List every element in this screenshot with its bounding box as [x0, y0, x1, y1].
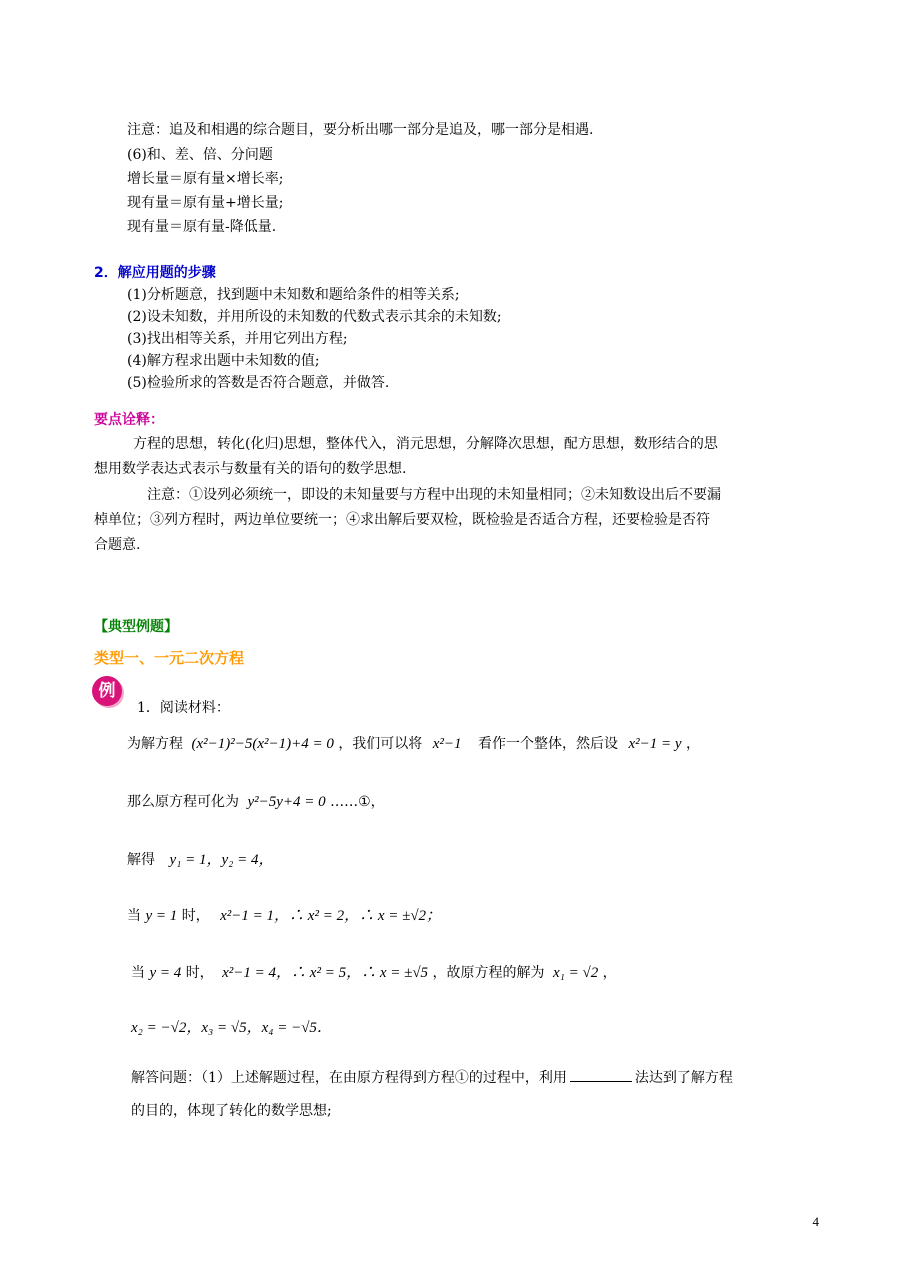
text-segment: 那么原方程可化为: [127, 794, 239, 810]
equation: x₂ = −√2，x₃ = √5，x₄ = −√5．: [131, 1020, 332, 1036]
equation: y = 4: [149, 965, 182, 981]
text-segment: 时，: [185, 965, 214, 981]
equation: y = 1: [145, 908, 178, 924]
equation: x²−1 = 4，∴ x² = 5，∴ x = ±√5: [222, 965, 429, 981]
text-segment: ，故原方程的解为: [432, 965, 545, 981]
equation: x₁ = √2: [552, 965, 599, 981]
text-segment: ……①，: [330, 794, 385, 810]
text-segment: ，: [602, 965, 617, 981]
text-segment: ，我们可以将: [338, 736, 423, 752]
step-item: (2)设未知数，并用所设的未知数的代数式表示其余的未知数;: [127, 309, 502, 325]
key-points-text: 棹单位；③列方程时，两边单位要统一；④求出解后要双检，既检验是否适合方程，还要检验是否符: [94, 512, 710, 528]
material-line-6: [131, 1018, 332, 1038]
text-segment: 时，: [181, 908, 210, 924]
text-segment: 解得: [127, 852, 155, 868]
key-points-text: 方程的思想，转化(化归)思想，整体代入，消元思想，分解降次思想，配方思想，数形结合的思: [133, 436, 718, 452]
note-line: 注意：追及和相遇的综合题目，要分析出哪一部分是追及，哪一部分是相遇.: [127, 122, 594, 138]
equation: x²−1 = 1，∴ x² = 2，∴ x = ±√2；: [220, 908, 442, 924]
key-points-text: 合题意.: [94, 537, 141, 553]
text-segment: 解答问题：（1）上述解题过程，在由原方程得到方程①的过程中，利用: [131, 1070, 567, 1086]
material-line-2: [127, 792, 385, 812]
answer-blank[interactable]: [570, 1067, 632, 1082]
answer-line-2: 的目的，体现了转化的数学思想;: [131, 1103, 332, 1119]
equation: (x²−1)²−5(x²−1)+4 = 0: [191, 736, 334, 752]
formula-line: 现有量＝原有量-降低量.: [127, 219, 277, 235]
equation: x²−1: [432, 736, 462, 752]
question-title: 1．阅读材料：: [137, 700, 230, 716]
material-line-4: [127, 906, 441, 926]
step-item: (1)分析题意，找到题中未知数和题给条件的相等关系;: [127, 287, 460, 303]
formula-line: 现有量＝原有量+增长量;: [127, 195, 284, 211]
key-points-text: 注意：①设列必须统一，即设的未知量要与方程中出现的未知量相同；②未知数设出后不要漏: [147, 487, 721, 503]
heading-6: (6)和、差、倍、分问题: [127, 147, 273, 163]
text-segment: 法达到了解方程: [634, 1070, 733, 1086]
key-points-heading: 要点诠释：: [94, 412, 164, 428]
text-segment: 当: [127, 908, 141, 924]
material-line-5: [131, 963, 617, 983]
examples-heading: 【典型例题】: [94, 619, 178, 635]
key-points-text: 想用数学表达式表示与数量有关的语句的数学思想.: [94, 461, 407, 477]
section-heading: 2．解应用题的步骤: [94, 265, 216, 281]
equation: y²−5y+4 = 0: [247, 794, 326, 810]
type-heading: 类型一、一元二次方程: [94, 649, 245, 667]
step-item: (5)检验所求的答数是否符合题意，并做答.: [127, 375, 390, 391]
equation: y₁ = 1，y₂ = 4，: [169, 852, 274, 868]
equation: x²−1 = y: [628, 736, 682, 752]
text-segment: 看作一个整体，然后设: [478, 736, 618, 752]
material-line-3: [127, 850, 273, 870]
step-item: (3)找出相等关系，并用它列出方程;: [127, 331, 348, 347]
page-number: 4: [812, 1214, 819, 1229]
text-segment: ，: [685, 736, 700, 752]
material-line-1: [127, 734, 700, 754]
step-item: (4)解方程求出题中未知数的值;: [127, 353, 320, 369]
example-badge-icon: 例: [92, 676, 122, 706]
text-segment: 当: [131, 965, 145, 981]
text-segment: 为解方程: [127, 736, 183, 752]
formula-line: 增长量＝原有量×增长率;: [127, 171, 284, 187]
answer-line-1: [131, 1067, 733, 1088]
